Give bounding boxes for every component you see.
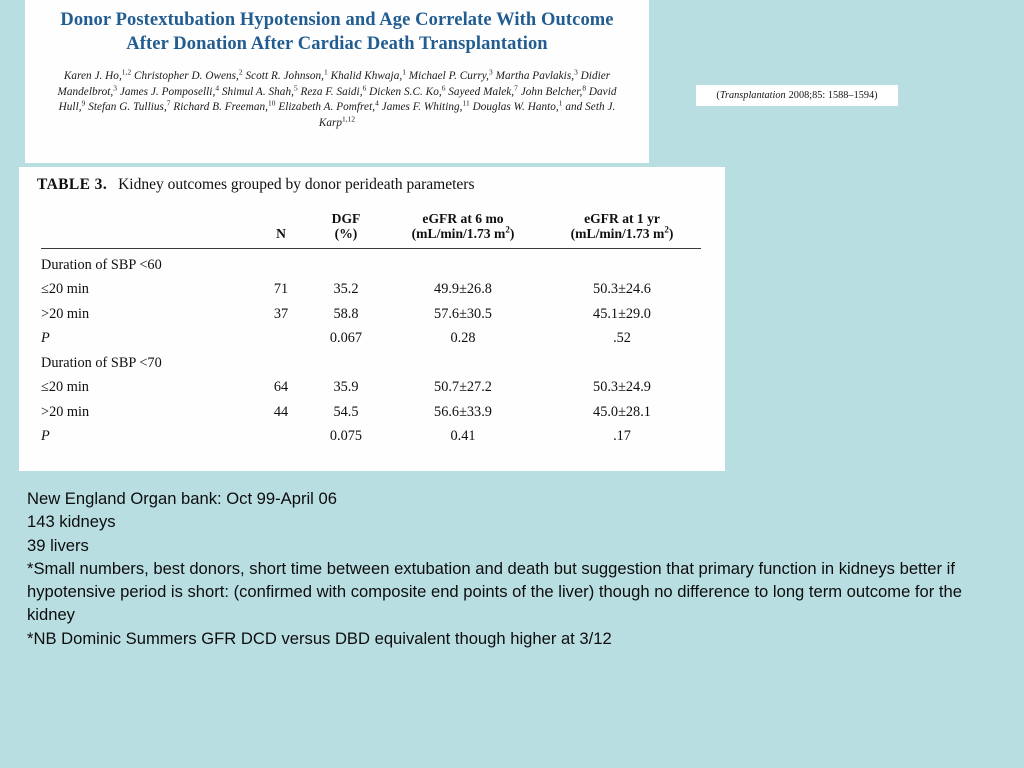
row-label: >20 min: [41, 305, 90, 322]
row-label: >20 min: [41, 403, 90, 420]
cell-dgf: 54.5: [333, 403, 359, 420]
cell-egfr-1yr: [543, 249, 701, 274]
table-row: [41, 274, 701, 299]
cell-egfr-6mo: 0.41: [450, 428, 476, 445]
col-header-egfr-6mo: [383, 211, 543, 244]
row-label: Duration of SBP <60: [41, 256, 162, 273]
cell-dgf: [309, 347, 383, 372]
row-label: P: [41, 330, 50, 347]
cell-n: [253, 249, 309, 274]
cell-egfr-6mo: 49.9±26.8: [434, 281, 492, 298]
col-header-dgf-line2: (%): [334, 226, 358, 242]
cell-egfr-1yr: .52: [613, 330, 631, 347]
table-row: [41, 347, 701, 372]
cell-egfr-1yr: 50.3±24.9: [593, 379, 651, 396]
cell-n: 44: [273, 403, 289, 420]
table-head: [41, 211, 701, 249]
author-list: Karen J. Ho,$^{1,2}$ Christopher D. Owens,$^2$ Scott R. Johnson,$^1$ Khalid Khwaja,$^1$ Michael P. Curry,$^3$ Martha Pavlakis,$^3$ Didier Mandelbrot,$^3$ James J. Pomposelli,$^4$ Shimul A. Shah,$^5$ Reza F. Saidi,$^6$ Dicken S.C. Ko,$^6$ Sayeed Malek,$^7$ John Belcher,$^8$ David Hull,$^9$ Stefan G. Tullius,$^7$ Richard B. Freeman,$^{10}$ Elizabeth A. Pomfret,$^4$ James F. Whiting,$^{11}$ Douglas W. Hanto,$^1$ and Seth J. Karp$^{1,12}$: [57, 67, 617, 129]
col-header-egfr-1yr-line1: eGFR at 1 yr: [584, 211, 660, 226]
table-caption-text: Kidney outcomes grouped by donor perideath parameters: [118, 176, 475, 193]
page-title: Donor Postextubation Hypotension and Age Correlate With Outcome After Donation After Cardiac Death Transplantation: [60, 10, 614, 54]
journal-citation: [696, 85, 898, 106]
cell-n: 71: [273, 281, 289, 298]
cell-egfr-1yr: .17: [613, 428, 631, 445]
cell-egfr-6mo: 56.6±33.9: [434, 403, 492, 420]
note-line: 39 livers: [27, 535, 89, 555]
notes-block: [27, 487, 977, 650]
table-caption: [37, 176, 475, 194]
table-row: [41, 421, 701, 446]
cell-n: [253, 421, 309, 446]
col-header-dgf-line1: DGF: [331, 211, 361, 226]
col-header-egfr-1yr-line2: (mL/min/1.73 $m^2$): [570, 224, 674, 242]
cell-egfr-1yr: 50.3±24.6: [593, 281, 651, 298]
col-header-n: [253, 211, 309, 244]
cell-egfr-6mo: 50.7±27.2: [434, 379, 492, 396]
cell-egfr-1yr: [543, 347, 701, 372]
paper-title-card: [25, 0, 649, 163]
table-row: [41, 249, 701, 274]
cell-dgf: 35.9: [333, 379, 359, 396]
table-header-row: [41, 211, 701, 244]
citation-open-paren: (: [716, 90, 720, 101]
cell-n: [253, 323, 309, 348]
cell-dgf: [309, 249, 383, 274]
cell-egfr-6mo: [383, 347, 543, 372]
col-header-dgf: [309, 211, 383, 244]
table-row: [41, 372, 701, 397]
col-header-egfr-6mo-line2: (mL/min/1.73 $m^2$): [411, 224, 515, 242]
table-row: [41, 323, 701, 348]
cell-egfr-6mo: 0.28: [450, 330, 476, 347]
cell-n: 64: [273, 379, 289, 396]
citation-journal-name: Transplantation: [719, 90, 786, 101]
col-header-group: [41, 211, 253, 244]
col-header-egfr-6mo-line1: eGFR at 6 mo: [422, 211, 504, 226]
table-label: TABLE 3.: [37, 176, 108, 193]
row-label: Duration of SBP <70: [41, 354, 162, 371]
note-line: *Small numbers, best donors, short time between extubation and death but suggestion that primary function in kidneys better if hypotensive period is short: (confirmed with composite end points of the liver) though no difference to long term outcome for the kidney: [27, 558, 962, 625]
note-line: New England Organ bank: Oct 99-April 06: [27, 489, 337, 508]
row-label: ≤20 min: [41, 379, 89, 396]
row-label: P: [41, 428, 50, 445]
cell-egfr-6mo: 57.6±30.5: [434, 305, 492, 322]
cell-egfr-1yr: 45.0±28.1: [593, 403, 651, 420]
cell-n: [253, 347, 309, 372]
col-header-n-line2: N: [276, 226, 286, 242]
table-body: [41, 249, 701, 446]
kidney-outcomes-table: [41, 211, 701, 445]
col-header-egfr-1yr: [543, 211, 701, 244]
cell-dgf: 0.067: [329, 330, 363, 347]
table-row: [41, 396, 701, 421]
cell-egfr-1yr: 45.1±29.0: [593, 305, 651, 322]
note-line: *NB Dominic Summers GFR DCD versus DBD equivalent though higher at 3/12: [27, 628, 612, 648]
cell-dgf: 35.2: [333, 281, 359, 298]
row-label: ≤20 min: [41, 281, 89, 298]
table-row: [41, 298, 701, 323]
table-card: [19, 167, 725, 471]
citation-volume-pages: 2008;85: 1588–1594): [788, 90, 878, 101]
cell-dgf: 0.075: [329, 428, 363, 445]
cell-n: 37: [273, 305, 289, 322]
note-line: 143 kidneys: [27, 512, 116, 532]
cell-egfr-6mo: [383, 249, 543, 274]
cell-dgf: 58.8: [333, 305, 359, 322]
